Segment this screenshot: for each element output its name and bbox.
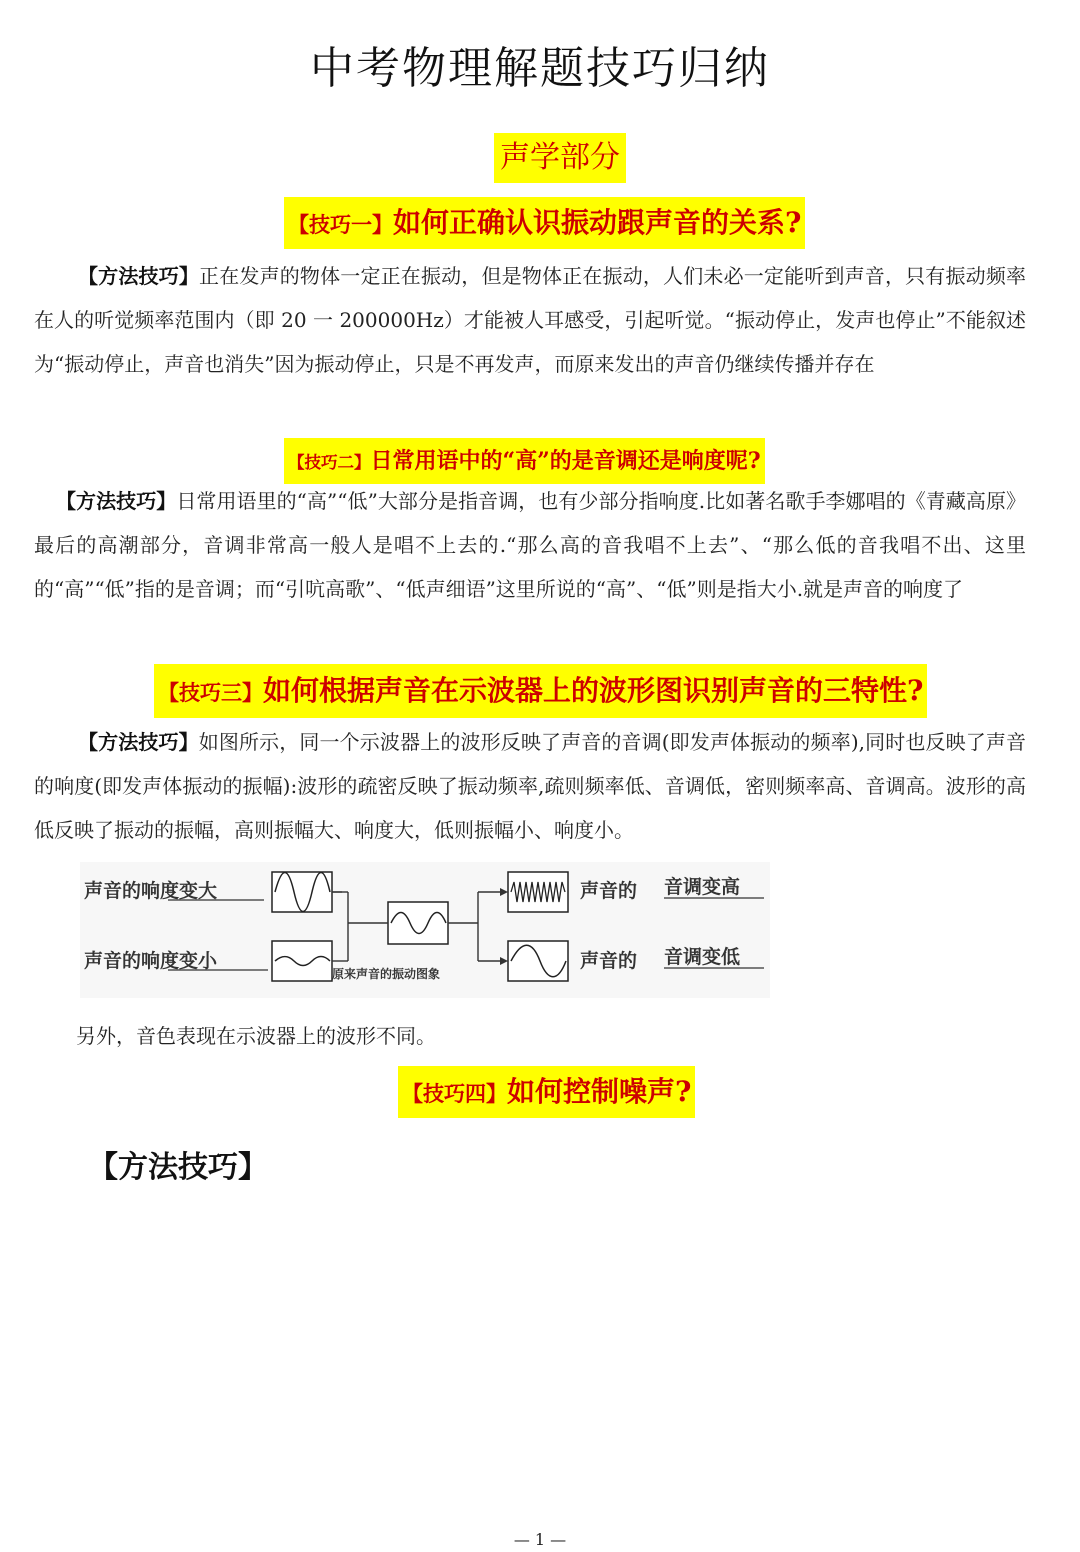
wave-box-loud <box>272 872 332 912</box>
section-heading: 声学部分 <box>494 133 626 183</box>
pitch-down-label: 音调变低 <box>664 946 741 968</box>
loudness-up-label: 声音的响度变大 <box>84 880 218 902</box>
tip-1-question: 如何正确认识振动跟声音的关系? <box>393 206 802 239</box>
tip-3-paragraph <box>34 720 1026 852</box>
wave-box-quiet <box>272 941 332 981</box>
wave-box-original <box>388 902 448 944</box>
wave-box-low-pitch <box>508 941 568 981</box>
tip-4-label: 【技巧四】 <box>402 1081 507 1106</box>
page-number: — 1 — <box>513 1530 567 1549</box>
pitch-up-label: 音调变高 <box>664 876 741 898</box>
tip-3-label: 【技巧三】 <box>158 680 263 705</box>
pitch-down-prefix: 声音的 <box>580 950 638 972</box>
pitch-up-prefix: 声音的 <box>580 880 638 902</box>
page-title: 中考物理解题技巧归纳 <box>310 43 770 94</box>
timbre-note: 另外，音色表现在示波器上的波形不同。 <box>76 1024 436 1048</box>
tip-1-heading <box>284 197 805 249</box>
tip-4-heading <box>398 1066 695 1118</box>
loudness-down-label: 声音的响度变小 <box>84 950 218 972</box>
tip-3-heading <box>154 664 927 718</box>
wave-box-high-pitch <box>508 872 568 912</box>
tip-2-label: 【技巧二】 <box>288 453 371 472</box>
tip-1-paragraph <box>34 254 1026 386</box>
oscilloscope-diagram <box>80 862 770 998</box>
tip-3-text: 如图所示，同一个示波器上的波形反映了声音的音调(即发声体振动的频率),同时也反映了声音的响度(即发声体振动的振幅):波形的疏密反映了振动频率,疏则频率低、音调低，密则频率高、音调高。波形的高低反映了振动的振幅，高则振幅大、响度大，低则振幅小、响度小。 <box>34 730 1027 842</box>
tip-2-question: 日常用语中的“高”的是音调还是响度呢? <box>370 448 761 474</box>
tip-1-text: 正在发声的物体一定正在振动，但是物体正在振动，人们未必一定能听到声音，只有振动频率在人的听觉频率范围内（即 20 一 200000Hz）才能被人耳感受，引起听觉。“振动停止，发声也停止”不能叙述为“振动停止，声音也消失”因为振动停止，只是不再发声，而原来发出的声音仍继续传播并存在 <box>34 264 1027 376</box>
tip-2-paragraph <box>34 479 1026 611</box>
tip-2-method-label: 【方法技巧】 <box>56 489 177 513</box>
tip-4-question: 如何控制噪声? <box>507 1075 692 1108</box>
tip-2-text: 日常用语里的“高”“低”大部分是指音调，也有少部分指响度.比如著名歌手李娜唱的《青藏高原》最后的高潮部分，音调非常高一般人是唱不上去的.“那么高的音我唱不上去”、“那么低的音我唱不出、这里的“高”“低”指的是音调；而“引吭高歌”、“低声细语”这里所说的“高”、“低”则是指大小.就是声音的响度了 <box>34 489 1026 601</box>
tip-3-method-label: 【方法技巧】 <box>78 730 199 754</box>
tip-2-heading <box>284 438 765 484</box>
original-caption: 原来声音的振动图象 <box>332 967 441 981</box>
tip-1-method-label: 【方法技巧】 <box>78 264 200 288</box>
tip-1-label: 【技巧一】 <box>288 212 393 237</box>
tip-3-question: 如何根据声音在示波器上的波形图识别声音的三特性? <box>263 674 924 707</box>
tip-4-method-label: 【方法技巧】 <box>88 1150 268 1185</box>
